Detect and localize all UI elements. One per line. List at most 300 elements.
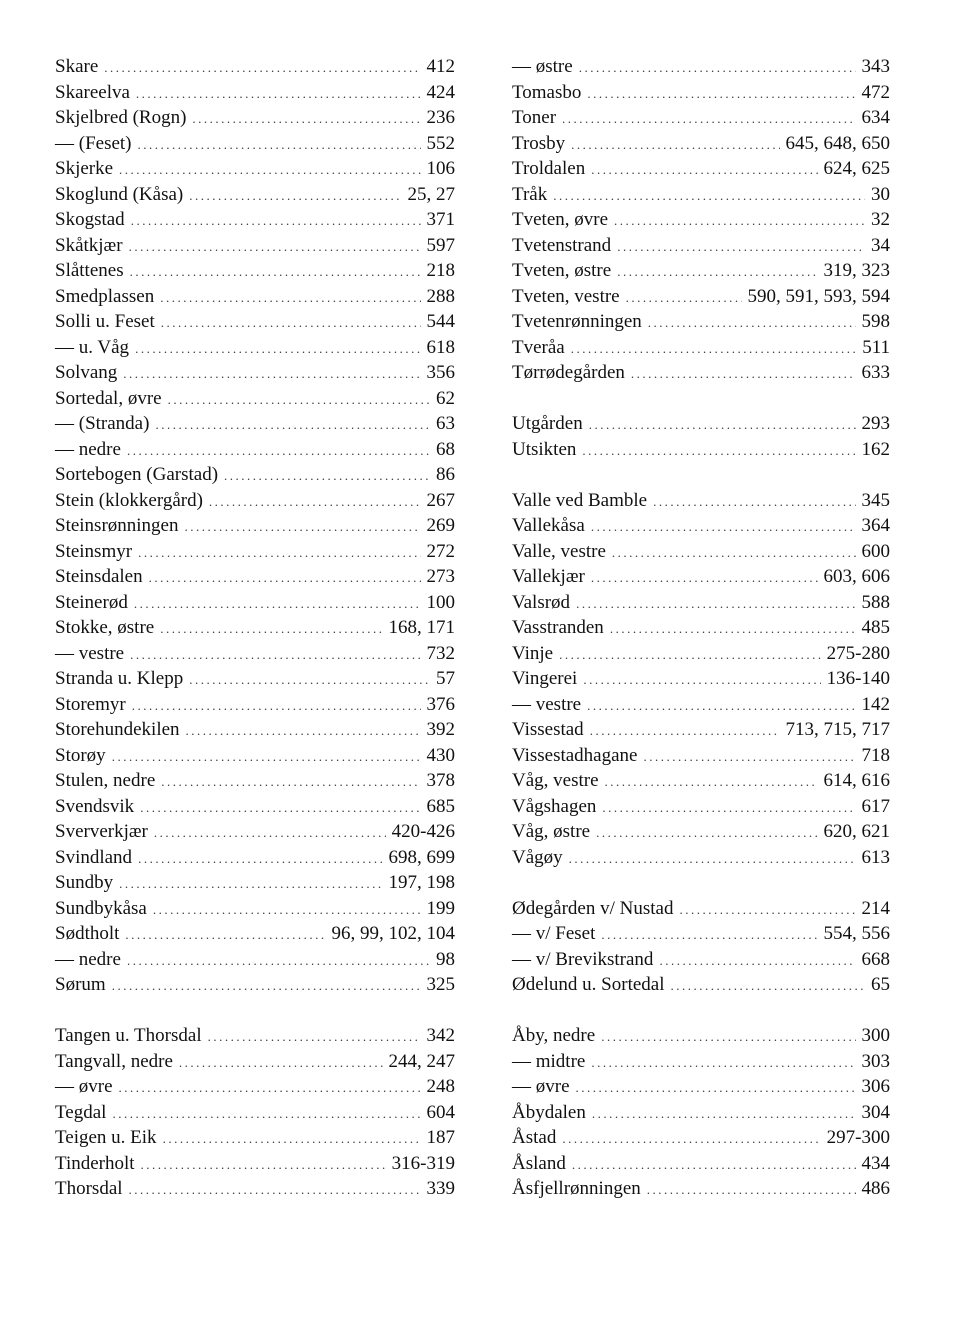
entry-term: Skjerke [55, 158, 114, 179]
entry-pages: 511 [862, 336, 890, 358]
index-entry [512, 692, 890, 718]
entry-pages: 142 [861, 693, 890, 715]
entry-term: Stein (klokkergård) [55, 489, 203, 511]
entry-term: Tveten, øvre [512, 209, 609, 230]
entry-pages: 199 [426, 897, 455, 919]
dot-leader [119, 157, 420, 183]
index-entry [55, 641, 455, 667]
entry-term: Steinsmyr [55, 540, 133, 562]
dot-leader [155, 412, 430, 438]
entry-pages: 248 [426, 1076, 455, 1098]
entry-term: Troldalen [512, 158, 586, 179]
index-entry [55, 590, 455, 616]
entry-term: Våg, vestre [512, 770, 599, 792]
dot-leader [648, 310, 856, 336]
dot-leader [134, 591, 421, 617]
entry-pages: 106 [426, 158, 455, 179]
index-entry [512, 743, 890, 769]
dot-leader [161, 310, 421, 336]
entry-pages: 620, 621 [823, 821, 890, 843]
index-entry [55, 258, 455, 284]
index-column-left [55, 54, 455, 1227]
dot-leader [132, 693, 421, 719]
entry-term: Skareelva [55, 81, 130, 103]
entry-pages: 316-319 [391, 1152, 455, 1174]
index-entry [55, 386, 455, 412]
dot-leader [160, 616, 382, 642]
entry-pages: 339 [426, 1178, 455, 1200]
entry-term: Tomasbo [512, 81, 582, 103]
entry-pages: 273 [426, 566, 455, 587]
entry-pages: 614, 616 [823, 770, 890, 792]
index-entry [512, 411, 890, 437]
entry-term: Tangvall, nedre [55, 1050, 173, 1072]
dot-leader [562, 106, 855, 132]
entry-pages: 62 [436, 387, 455, 409]
index-entry [512, 1023, 890, 1049]
dot-leader [614, 208, 865, 234]
dot-leader [138, 846, 382, 872]
dot-leader [135, 336, 420, 362]
index-entry [512, 768, 890, 794]
entry-pages: 96, 99, 102, 104 [331, 923, 455, 944]
entry-pages: 420-426 [391, 821, 455, 842]
entry-term: Sundbykåsa [55, 897, 147, 919]
entry-term: Storemyr [55, 693, 126, 715]
index-group [55, 54, 455, 998]
entry-pages: 376 [426, 693, 455, 715]
index-entry [512, 513, 890, 539]
index-entry [512, 615, 890, 641]
entry-term: — østre [512, 56, 573, 77]
entry-pages: 486 [861, 1178, 890, 1200]
dot-leader [104, 55, 420, 81]
entry-term: — (Feset) [55, 132, 132, 154]
dot-leader [582, 438, 855, 464]
entry-pages: 65 [871, 974, 890, 996]
entry-term: Valsrød [512, 591, 571, 613]
entry-pages: 63 [436, 413, 455, 434]
index-entry [55, 947, 455, 973]
entry-term: Vågshagen [512, 795, 597, 817]
entry-term: — vestre [55, 642, 125, 664]
entry-pages: 371 [426, 209, 455, 230]
index-entry [55, 870, 455, 896]
entry-pages: 187 [426, 1127, 455, 1149]
index-entry [512, 1176, 890, 1202]
dot-leader [112, 973, 421, 999]
entry-pages: 598 [861, 311, 890, 332]
dot-leader [610, 616, 856, 642]
dot-leader [130, 259, 421, 285]
dot-leader [591, 157, 817, 183]
index-entry [512, 845, 890, 871]
dot-leader [653, 489, 855, 515]
entry-term: — øvre [55, 1076, 113, 1098]
entry-pages: 57 [436, 668, 455, 689]
entry-pages: 698, 699 [388, 846, 455, 868]
index-entry [55, 615, 455, 641]
entry-pages: 293 [861, 413, 890, 435]
dot-leader [596, 820, 817, 846]
index-entry [512, 488, 890, 514]
dot-leader [647, 1177, 856, 1203]
entry-pages: 378 [426, 770, 455, 791]
entry-term: Storehundekilen [55, 719, 180, 740]
entry-pages: 618 [426, 336, 455, 358]
index-entry [55, 437, 455, 463]
index-entry [512, 258, 890, 284]
dot-leader [161, 769, 420, 795]
dot-leader [591, 514, 856, 540]
index-entry [512, 1125, 890, 1151]
index-entry [55, 309, 455, 335]
entry-term: — øvre [512, 1076, 570, 1098]
index-group [512, 896, 890, 998]
index-entry [512, 1049, 890, 1075]
entry-term: Steinsdalen [55, 566, 143, 587]
index-entry [512, 182, 890, 208]
index-entry [55, 768, 455, 794]
entry-term: Åsfjellrønningen [512, 1178, 641, 1200]
index-entry [55, 794, 455, 820]
entry-term: Skjelbred (Rogn) [55, 107, 187, 128]
index-entry [55, 692, 455, 718]
entry-term: Svendsvik [55, 795, 135, 817]
dot-leader [208, 1024, 421, 1050]
entry-term: Stulen, nedre [55, 770, 156, 791]
entry-pages: 275-280 [826, 642, 890, 664]
entry-term: Sververkjær [55, 821, 148, 842]
entry-pages: 306 [861, 1076, 890, 1098]
entry-pages: 86 [436, 464, 455, 485]
dot-leader [591, 1050, 855, 1076]
entry-pages: 236 [426, 107, 455, 128]
entry-pages: 732 [426, 642, 455, 664]
dot-leader [179, 1050, 383, 1076]
dot-leader [189, 667, 430, 693]
index-entry [55, 488, 455, 514]
index-entry [55, 539, 455, 565]
entry-pages: 136-140 [826, 668, 890, 690]
entry-pages: 718 [861, 744, 890, 766]
entry-term: Sortedal, øvre [55, 387, 162, 409]
index-group [512, 488, 890, 871]
entry-term: Stranda u. Klepp [55, 668, 184, 689]
index-entry [512, 947, 890, 973]
entry-term: — v/ Brevikstrand [512, 948, 654, 970]
dot-leader [572, 1152, 856, 1178]
entry-pages: 624, 625 [823, 158, 890, 179]
entry-pages: 552 [426, 132, 455, 154]
dot-leader [141, 1152, 386, 1178]
entry-term: Tangen u. Thorsdal [55, 1025, 202, 1047]
entry-term: Tveråa [512, 336, 565, 358]
index-group [512, 54, 890, 386]
entry-pages: 214 [861, 897, 890, 919]
index-entry [55, 666, 455, 692]
dot-leader [129, 234, 421, 260]
entry-term: Skoglund (Kåsa) [55, 183, 184, 205]
index-entry [55, 819, 455, 845]
entry-pages: 32 [871, 209, 890, 230]
entry-term: Skare [55, 56, 99, 77]
entry-term: Vinje [512, 642, 554, 664]
entry-term: Sundby [55, 872, 114, 893]
index-entry [512, 207, 890, 233]
entry-pages: 668 [861, 948, 890, 970]
entry-pages: 244, 247 [388, 1050, 455, 1072]
entry-pages: 364 [861, 515, 890, 537]
dot-leader [553, 183, 865, 209]
index-entry [512, 437, 890, 463]
entry-pages: 603, 606 [823, 566, 890, 588]
dot-leader [131, 208, 421, 234]
entry-term: Tråk [512, 183, 548, 205]
entry-pages: 617 [861, 795, 890, 817]
index-entry [512, 539, 890, 565]
entry-term: Vissestadhagane [512, 744, 638, 766]
index-entry [55, 1023, 455, 1049]
entry-term: Tvetenrønningen [512, 311, 642, 332]
entry-pages: 269 [426, 515, 455, 536]
index-entry [55, 156, 455, 182]
dot-leader [559, 642, 821, 668]
entry-term: Valle ved Bamble [512, 489, 648, 511]
dot-leader [119, 1075, 421, 1101]
entry-pages: 544 [426, 311, 455, 332]
dot-leader [612, 540, 856, 566]
entry-term: — nedre [55, 948, 121, 970]
dot-leader [617, 234, 865, 260]
dot-leader [185, 514, 421, 540]
index-entry [55, 335, 455, 361]
entry-term: Steinerød [55, 591, 128, 613]
index-entry [55, 896, 455, 922]
dot-leader [576, 591, 855, 617]
dot-leader [590, 718, 780, 744]
dot-leader [130, 642, 420, 668]
index-entry [512, 921, 890, 947]
dot-leader [129, 1177, 421, 1203]
entry-term: — nedre [55, 438, 121, 460]
entry-pages: 297-300 [826, 1127, 890, 1149]
entry-term: Valle, vestre [512, 540, 606, 562]
entry-term: Sødtholt [55, 923, 120, 944]
entry-pages: 304 [861, 1101, 890, 1123]
index-entry [512, 972, 890, 998]
entry-pages: 645, 648, 650 [785, 132, 890, 154]
dot-leader [209, 489, 421, 515]
index-entry [512, 131, 890, 157]
entry-pages: 434 [861, 1152, 890, 1174]
entry-term: Vallekjær [512, 566, 585, 588]
index-entry [55, 207, 455, 233]
entry-pages: 600 [861, 540, 890, 562]
entry-term: Skogstad [55, 209, 125, 230]
entry-term: Vallekåsa [512, 515, 585, 537]
dot-leader [571, 132, 779, 158]
index-entry [55, 1151, 455, 1177]
dot-leader [192, 106, 420, 132]
index-entry [55, 80, 455, 106]
entry-term: Slåttenes [55, 260, 124, 281]
entry-pages: 633 [861, 362, 890, 383]
dot-leader [626, 285, 742, 311]
index-entry [512, 54, 890, 80]
dot-leader [569, 846, 856, 872]
entry-pages: 288 [426, 285, 455, 307]
dot-leader [587, 693, 855, 719]
index-entry [512, 309, 890, 335]
entry-pages: 168, 171 [388, 617, 455, 638]
entry-pages: 713, 715, 717 [785, 719, 890, 741]
entry-term: Åstad [512, 1127, 557, 1149]
dot-leader [112, 744, 421, 770]
dot-leader [571, 336, 856, 362]
index-entry [512, 360, 890, 386]
entry-term: Solli u. Feset [55, 311, 155, 332]
entry-pages: 162 [861, 438, 890, 460]
dot-leader [562, 1126, 820, 1152]
index-entry [512, 1151, 890, 1177]
index-column-right [512, 54, 890, 1227]
entry-pages: 342 [426, 1025, 455, 1047]
entry-term: Vissestad [512, 719, 584, 741]
dot-leader [587, 81, 855, 107]
entry-pages: 554, 556 [823, 923, 890, 945]
dot-leader [138, 540, 420, 566]
dot-leader [601, 922, 817, 948]
entry-pages: 424 [426, 81, 455, 103]
dot-leader [671, 973, 865, 999]
entry-term: Tveten, østre [512, 260, 612, 281]
entry-term: — midtre [512, 1050, 586, 1072]
entry-term: Tvetenstrand [512, 234, 612, 256]
dot-leader [125, 922, 325, 948]
entry-pages: 590, 591, 593, 594 [747, 285, 890, 307]
index-entry [55, 462, 455, 488]
index-entry [512, 666, 890, 692]
entry-pages: 412 [426, 56, 455, 77]
entry-pages: 685 [426, 795, 455, 817]
entry-term: — v/ Feset [512, 923, 596, 945]
entry-term: Stokke, østre [55, 617, 155, 638]
dot-leader [631, 361, 856, 387]
dot-leader [127, 438, 430, 464]
dot-leader [140, 795, 420, 821]
index-group [512, 1023, 890, 1202]
entry-pages: 392 [426, 719, 455, 740]
entry-pages: 597 [426, 234, 455, 256]
index-entry [55, 743, 455, 769]
index-entry [55, 1125, 455, 1151]
dot-leader [602, 795, 855, 821]
index-entry [55, 54, 455, 80]
index-entry [512, 1100, 890, 1126]
index-entry [512, 284, 890, 310]
dot-leader [605, 769, 818, 795]
entry-pages: 345 [861, 489, 890, 511]
entry-pages: 197, 198 [388, 872, 455, 893]
dot-leader [583, 667, 820, 693]
dot-leader [160, 285, 420, 311]
index-entry [55, 105, 455, 131]
dot-leader [224, 463, 430, 489]
index-entry [512, 156, 890, 182]
index-entry [55, 921, 455, 947]
entry-term: — u. Våg [55, 336, 130, 358]
entry-term: Tveten, vestre [512, 285, 620, 307]
index-entry [512, 564, 890, 590]
entry-pages: 356 [426, 362, 455, 383]
index-entry [55, 972, 455, 998]
index-entry [55, 182, 455, 208]
index-entry [55, 360, 455, 386]
entry-term: Utsikten [512, 438, 577, 460]
entry-term: — vestre [512, 693, 582, 715]
dot-leader [589, 412, 856, 438]
entry-pages: 485 [861, 617, 890, 639]
dot-leader [136, 81, 421, 107]
entry-pages: 30 [871, 183, 890, 205]
index-entry [55, 513, 455, 539]
entry-term: Solvang [55, 362, 118, 383]
dot-leader [127, 948, 430, 974]
entry-pages: 303 [861, 1050, 890, 1072]
index-entry [512, 105, 890, 131]
dot-leader [592, 1101, 856, 1127]
entry-pages: 319, 323 [823, 260, 890, 281]
entry-term: Utgården [512, 413, 583, 435]
index-entry [55, 411, 455, 437]
dot-leader [168, 387, 430, 413]
index-entry [512, 233, 890, 259]
index-entry [55, 233, 455, 259]
index-entry [55, 845, 455, 871]
dot-leader [153, 897, 421, 923]
dot-leader [644, 744, 856, 770]
dot-leader [149, 565, 421, 591]
entry-term: Smedplassen [55, 285, 155, 307]
entry-term: Ødelund u. Sortedal [512, 974, 665, 996]
index-entry [55, 564, 455, 590]
dot-leader [123, 361, 420, 387]
entry-term: Åbydalen [512, 1101, 586, 1123]
index-entry [55, 1176, 455, 1202]
index-entry [512, 819, 890, 845]
index-entry [512, 335, 890, 361]
entry-term: Åsland [512, 1152, 566, 1174]
entry-pages: 218 [426, 260, 455, 281]
dot-leader [576, 1075, 856, 1101]
entry-term: — (Stranda) [55, 413, 150, 434]
entry-term: Steinsrønningen [55, 515, 179, 536]
entry-pages: 472 [861, 81, 890, 103]
index-entry [55, 131, 455, 157]
entry-pages: 68 [436, 438, 455, 460]
dot-leader [659, 948, 855, 974]
entry-term: Sortebogen (Garstad) [55, 464, 219, 485]
entry-term: Tegdal [55, 1101, 107, 1123]
entry-term: Teigen u. Eik [55, 1127, 157, 1149]
entry-pages: 272 [426, 540, 455, 562]
entry-term: Sørum [55, 974, 106, 995]
entry-pages: 430 [426, 744, 455, 766]
entry-pages: 98 [436, 948, 455, 970]
index-entry [512, 896, 890, 922]
dot-leader [154, 820, 386, 846]
